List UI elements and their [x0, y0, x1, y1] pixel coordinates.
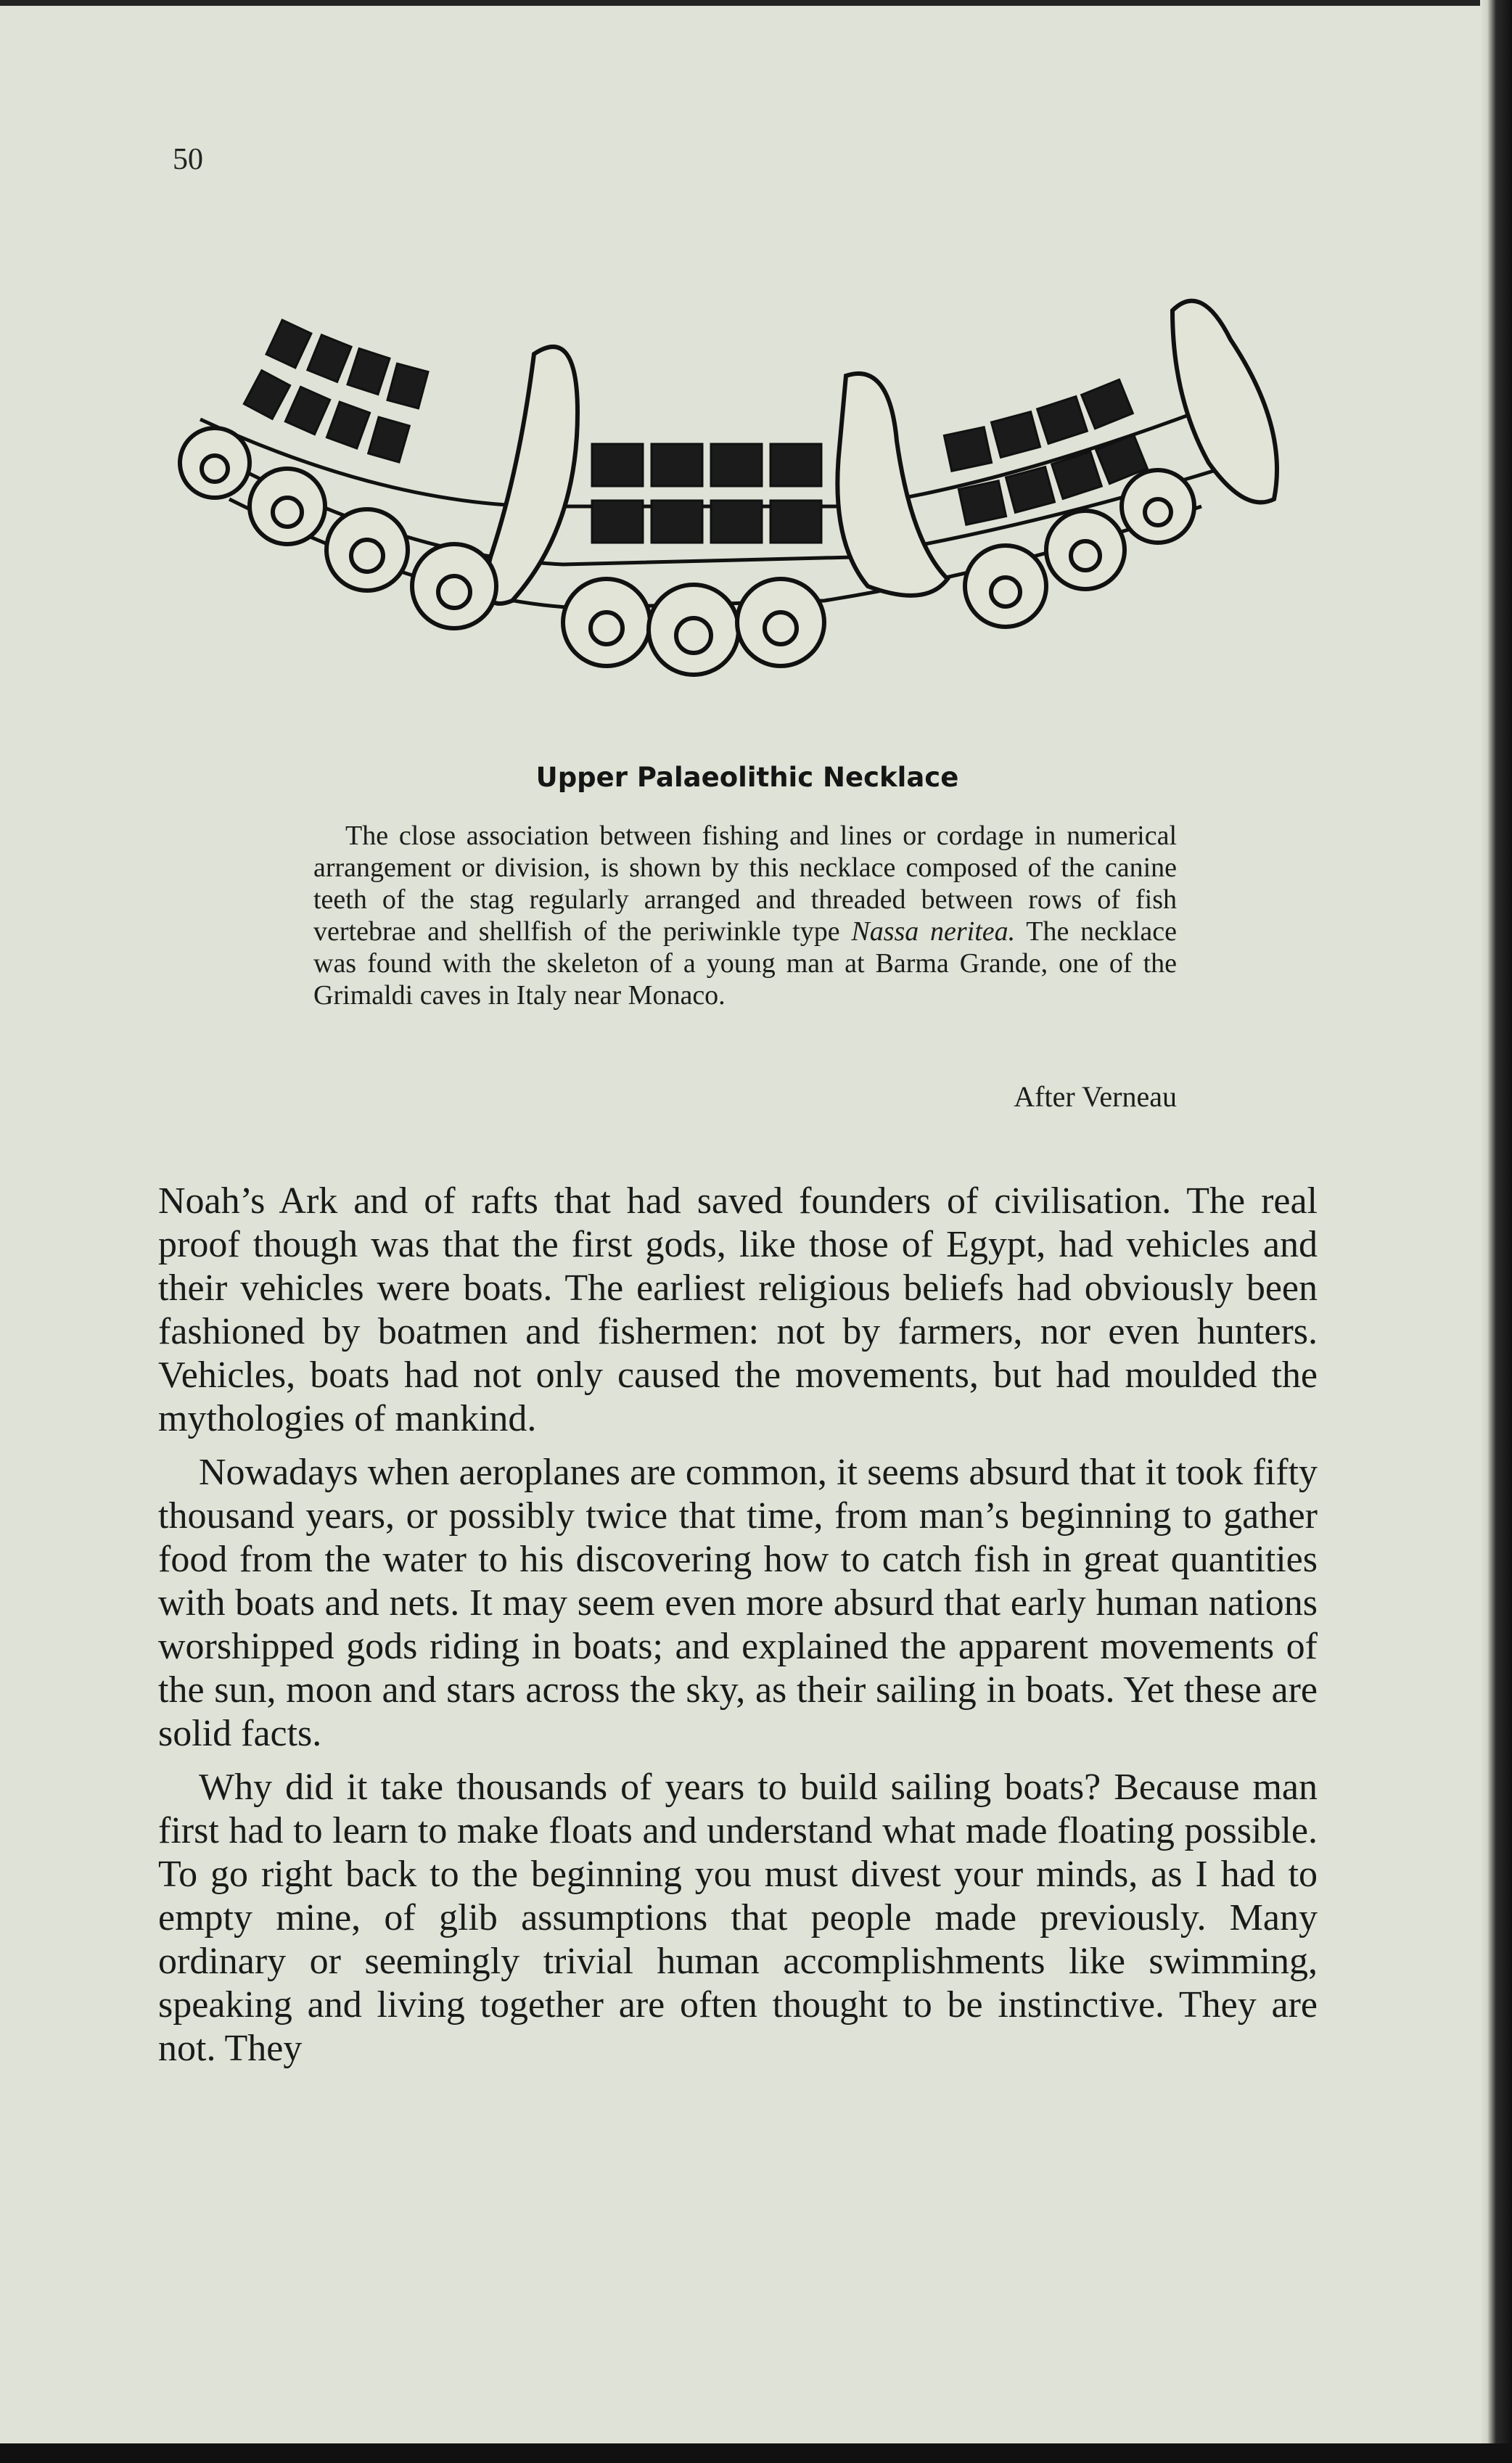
binding-edge [1480, 0, 1512, 2463]
caption-text-start: The close association between fishing and lines or cordage in numerical arrangement or division, is shown by this necklace composed of the canine teeth of the stag regularly arranged and threaded between rows of fish vertebrae and shellfish of the periwinkle type [313, 821, 1177, 947]
bottom-edge [0, 2443, 1512, 2463]
figure-caption [313, 820, 1177, 1011]
caption-text-end: The necklace was found with the skeleton of a young man at Barma Grande, one of the Grimaldi caves in Italy near Monaco. [313, 916, 1177, 1011]
necklace-illustration [171, 267, 1332, 717]
paragraph-3: Why did it take thousands of years to build sailing boats? Because man first had to learn to make floats and understand what made floating possible. To go right back to the beginning you must divest your minds, as I had to empty mine, of glib assumptions that people made previously. Many ordinary or seemingly trivial human accomplishments like swimming, speaking and living together are often thought to be instinctive. They are not. They [158, 1767, 1318, 2069]
figure-credit: After Verneau [1014, 1080, 1177, 1113]
paragraph-2: Nowadays when aeroplanes are common, it seems absurd that it took fifty thousand years, or possibly twice that time, from man’s beginning to gather food from the water to his discovering how to catch fish in great quantities with boats and nets. It may seem even more absurd that early human nations worshipped gods riding in boats; and explained the apparent movements of the sun, moon and stars across the sky, as their sailing in boats. Yet these are solid facts. [158, 1452, 1318, 1754]
caption-species-name: Nassa neritea. [851, 916, 1016, 947]
paragraph-1: Noah’s Ark and of rafts that had saved founders of civilisation. The real proof though was that the first gods, like those of Egypt, had vehicles and their vehicles were boats. The earliest religious beliefs had obviously been fashioned by boatmen and fishermen: not by farmers, nor even hunters. Vehicles, boats had not only caused the movements, but had moulded the mythologies of mankind. [158, 1180, 1318, 1439]
page-number: 50 [173, 143, 203, 176]
body-text [158, 1180, 1318, 2081]
figure-title: Upper Palaeolithic Necklace [535, 762, 959, 793]
